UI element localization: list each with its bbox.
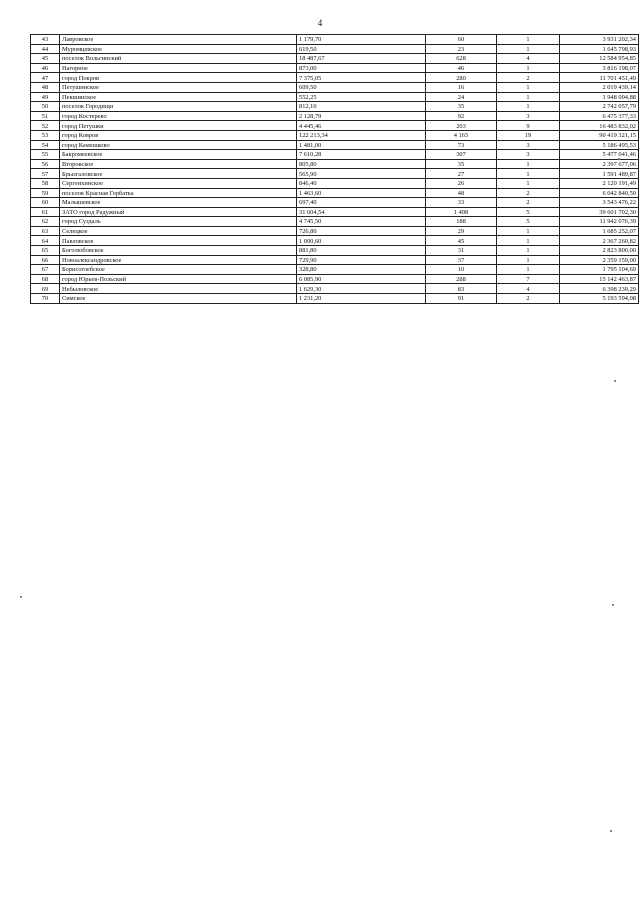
table-row [31, 236, 639, 246]
count-value: 91 [426, 294, 497, 304]
table-row [31, 159, 639, 169]
area-value: 552,25 [297, 92, 426, 102]
area-value: 619,50 [297, 44, 426, 54]
municipality-name: Петушинское [60, 82, 297, 92]
row-number: 66 [31, 255, 60, 265]
amount-value: 3 543 476,22 [560, 198, 639, 208]
amount-value: 11 701 451,49 [560, 73, 639, 83]
municipality-name: Павловское [60, 236, 297, 246]
municipality-name: город Костерево [60, 111, 297, 121]
amount-value: 2 019 439,14 [560, 82, 639, 92]
amount-value: 5 193 594,08 [560, 294, 639, 304]
table-row [31, 54, 639, 64]
count-value: 288 [426, 274, 497, 284]
area-value: 873,00 [297, 63, 426, 73]
area-value: 729,90 [297, 255, 426, 265]
area-value: 1 481,00 [297, 140, 426, 150]
row-number: 64 [31, 236, 60, 246]
table-row [31, 63, 639, 73]
coefficient-value: 1 [497, 226, 560, 236]
table-row [31, 169, 639, 179]
municipality-name: поселок Красная Горбатка [60, 188, 297, 198]
coefficient-value: 1 [497, 44, 560, 54]
row-number: 46 [31, 63, 60, 73]
coefficient-value: 1 [497, 92, 560, 102]
municipality-name: поселок Вольгинский [60, 54, 297, 64]
count-value: 45 [426, 236, 497, 246]
municipality-name: Боголюбовское [60, 246, 297, 256]
table-row [31, 217, 639, 227]
count-value: 46 [426, 63, 497, 73]
scan-speck [610, 830, 612, 832]
amount-value: 1 685 252,07 [560, 226, 639, 236]
coefficient-value: 9 [497, 121, 560, 131]
row-number: 51 [31, 111, 60, 121]
amount-value: 5 477 041,46 [560, 150, 639, 160]
amount-value: 12 584 954,85 [560, 54, 639, 64]
count-value: 10 [426, 265, 497, 275]
count-value: 33 [426, 198, 497, 208]
coefficient-value: 1 [497, 102, 560, 112]
coefficient-value: 1 [497, 169, 560, 179]
count-value: 26 [426, 178, 497, 188]
table-row [31, 294, 639, 304]
amount-value: 5 186 495,53 [560, 140, 639, 150]
table-row [31, 178, 639, 188]
coefficient-value: 1 [497, 159, 560, 169]
count-value: 31 [426, 246, 497, 256]
table-body [31, 35, 639, 304]
area-value: 18 487,67 [297, 54, 426, 64]
row-number: 68 [31, 274, 60, 284]
coefficient-value: 1 [497, 35, 560, 45]
count-value: 307 [426, 150, 497, 160]
data-table [30, 34, 639, 304]
count-value: 4 165 [426, 130, 497, 140]
table-row [31, 102, 639, 112]
count-value: 27 [426, 169, 497, 179]
table-row [31, 274, 639, 284]
row-number: 55 [31, 150, 60, 160]
municipality-name: город Камешково [60, 140, 297, 150]
row-number: 69 [31, 284, 60, 294]
municipality-name: Малышевское [60, 198, 297, 208]
coefficient-value: 1 [497, 255, 560, 265]
scan-speck [618, 158, 620, 160]
amount-value: 6 042 840,50 [560, 188, 639, 198]
municipality-name: Муромцевское [60, 44, 297, 54]
row-number: 43 [31, 35, 60, 45]
coefficient-value: 2 [497, 294, 560, 304]
count-value: 48 [426, 188, 497, 198]
municipality-name: Второвское [60, 159, 297, 169]
area-value: 4 745,50 [297, 217, 426, 227]
row-number: 70 [31, 294, 60, 304]
table-row [31, 44, 639, 54]
coefficient-value: 2 [497, 198, 560, 208]
area-value: 812,10 [297, 102, 426, 112]
row-number: 49 [31, 92, 60, 102]
count-value: 23 [426, 44, 497, 54]
coefficient-value: 5 [497, 207, 560, 217]
count-value: 16 [426, 82, 497, 92]
row-number: 47 [31, 73, 60, 83]
count-value: 83 [426, 284, 497, 294]
area-value: 846,40 [297, 178, 426, 188]
municipality-name: Брызгаловское [60, 169, 297, 179]
amount-value: 2 823 800,00 [560, 246, 639, 256]
municipality-name: Нагорное [60, 63, 297, 73]
row-number: 63 [31, 226, 60, 236]
amount-value: 6 475 377,33 [560, 111, 639, 121]
amount-value: 39 601 702,30 [560, 207, 639, 217]
row-number: 48 [31, 82, 60, 92]
table-row [31, 121, 639, 131]
amount-value: 1 645 798,93 [560, 44, 639, 54]
amount-value: 2 397 677,06 [560, 159, 639, 169]
table-row [31, 255, 639, 265]
area-value: 31 604,54 [297, 207, 426, 217]
row-number: 52 [31, 121, 60, 131]
municipality-name: Бакромеевское [60, 150, 297, 160]
municipality-name: Новоалександровское [60, 255, 297, 265]
row-number: 57 [31, 169, 60, 179]
row-number: 56 [31, 159, 60, 169]
table-row [31, 265, 639, 275]
row-number: 61 [31, 207, 60, 217]
municipality-name: ЗАТО город Радужный [60, 207, 297, 217]
count-value: 35 [426, 159, 497, 169]
table-row [31, 82, 639, 92]
area-value: 4 445,46 [297, 121, 426, 131]
row-number: 65 [31, 246, 60, 256]
scan-speck [20, 596, 22, 598]
area-value: 881,80 [297, 246, 426, 256]
table-row [31, 35, 639, 45]
count-value: 628 [426, 54, 497, 64]
row-number: 60 [31, 198, 60, 208]
municipality-name: Симское [60, 294, 297, 304]
coefficient-value: 1 [497, 178, 560, 188]
area-value: 7 375,05 [297, 73, 426, 83]
amount-value: 11 942 076,39 [560, 217, 639, 227]
area-value: 1 463,60 [297, 188, 426, 198]
row-number: 58 [31, 178, 60, 188]
amount-value: 90 419 321,15 [560, 130, 639, 140]
amount-value: 2 120 191,49 [560, 178, 639, 188]
coefficient-value: 3 [497, 111, 560, 121]
municipality-name: Борисоглебское [60, 265, 297, 275]
area-value: 565,90 [297, 169, 426, 179]
area-value: 328,80 [297, 265, 426, 275]
coefficient-value: 3 [497, 150, 560, 160]
coefficient-value: 1 [497, 236, 560, 246]
table-row [31, 198, 639, 208]
row-number: 50 [31, 102, 60, 112]
page-number: 4 [317, 18, 323, 28]
coefficient-value: 1 [497, 265, 560, 275]
area-value: 2 128,79 [297, 111, 426, 121]
municipality-name: город Петушки [60, 121, 297, 131]
municipality-name: Небыловское [60, 284, 297, 294]
municipality-name: Лавровское [60, 35, 297, 45]
table-row [31, 150, 639, 160]
coefficient-value: 2 [497, 188, 560, 198]
count-value: 60 [426, 35, 497, 45]
row-number: 53 [31, 130, 60, 140]
coefficient-value: 7 [497, 274, 560, 284]
row-number: 62 [31, 217, 60, 227]
amount-value: 1 795 104,69 [560, 265, 639, 275]
count-value: 29 [426, 226, 497, 236]
table-row [31, 73, 639, 83]
area-value: 1 629,30 [297, 284, 426, 294]
municipality-name: поселок Городищи [60, 102, 297, 112]
coefficient-value: 2 [497, 73, 560, 83]
amount-value: 3 931 202,34 [560, 35, 639, 45]
amount-value: 3 816 198,07 [560, 63, 639, 73]
coefficient-value: 3 [497, 140, 560, 150]
coefficient-value: 4 [497, 54, 560, 64]
area-value: 7 610,28 [297, 150, 426, 160]
amount-value: 6 398 239,29 [560, 284, 639, 294]
municipality-name: город Суздаль [60, 217, 297, 227]
coefficient-value: 19 [497, 130, 560, 140]
amount-value: 1 948 004,88 [560, 92, 639, 102]
table-row [31, 207, 639, 217]
count-value: 73 [426, 140, 497, 150]
municipality-name: город Юрьев-Польский [60, 274, 297, 284]
row-number: 54 [31, 140, 60, 150]
scan-speck [614, 380, 616, 382]
amount-value: 15 142 463,87 [560, 274, 639, 284]
municipality-name: город Покров [60, 73, 297, 83]
count-value: 37 [426, 255, 497, 265]
count-value: 188 [426, 217, 497, 227]
municipality-name: город Ковров [60, 130, 297, 140]
amount-value: 2 742 057,79 [560, 102, 639, 112]
coefficient-value: 5 [497, 217, 560, 227]
coefficient-value: 1 [497, 63, 560, 73]
count-value: 280 [426, 73, 497, 83]
amount-value: 2 359 159,00 [560, 255, 639, 265]
area-value: 726,80 [297, 226, 426, 236]
table-row [31, 284, 639, 294]
area-value: 6 085,90 [297, 274, 426, 284]
area-value: 805,80 [297, 159, 426, 169]
amount-value: 1 591 489,87 [560, 169, 639, 179]
row-number: 67 [31, 265, 60, 275]
count-value: 35 [426, 102, 497, 112]
count-value: 24 [426, 92, 497, 102]
municipality-name: Селецкое [60, 226, 297, 236]
municipality-name: Сергеихинское [60, 178, 297, 188]
table-row [31, 188, 639, 198]
area-value: 1 000,60 [297, 236, 426, 246]
count-value: 1 498 [426, 207, 497, 217]
area-value: 1 179,70 [297, 35, 426, 45]
area-value: 122 213,34 [297, 130, 426, 140]
area-value: 609,50 [297, 82, 426, 92]
amount-value: 2 367 260,82 [560, 236, 639, 246]
table-row [31, 92, 639, 102]
table-row [31, 246, 639, 256]
row-number: 44 [31, 44, 60, 54]
municipality-name: Пекшинское [60, 92, 297, 102]
table-row [31, 226, 639, 236]
row-number: 59 [31, 188, 60, 198]
table-row [31, 111, 639, 121]
coefficient-value: 4 [497, 284, 560, 294]
count-value: 203 [426, 121, 497, 131]
count-value: 92 [426, 111, 497, 121]
table-row [31, 140, 639, 150]
table-row [31, 130, 639, 140]
coefficient-value: 1 [497, 82, 560, 92]
row-number: 45 [31, 54, 60, 64]
scan-speck [612, 604, 614, 606]
amount-value: 16 483 832,02 [560, 121, 639, 131]
area-value: 697,40 [297, 198, 426, 208]
coefficient-value: 1 [497, 246, 560, 256]
area-value: 1 231,20 [297, 294, 426, 304]
